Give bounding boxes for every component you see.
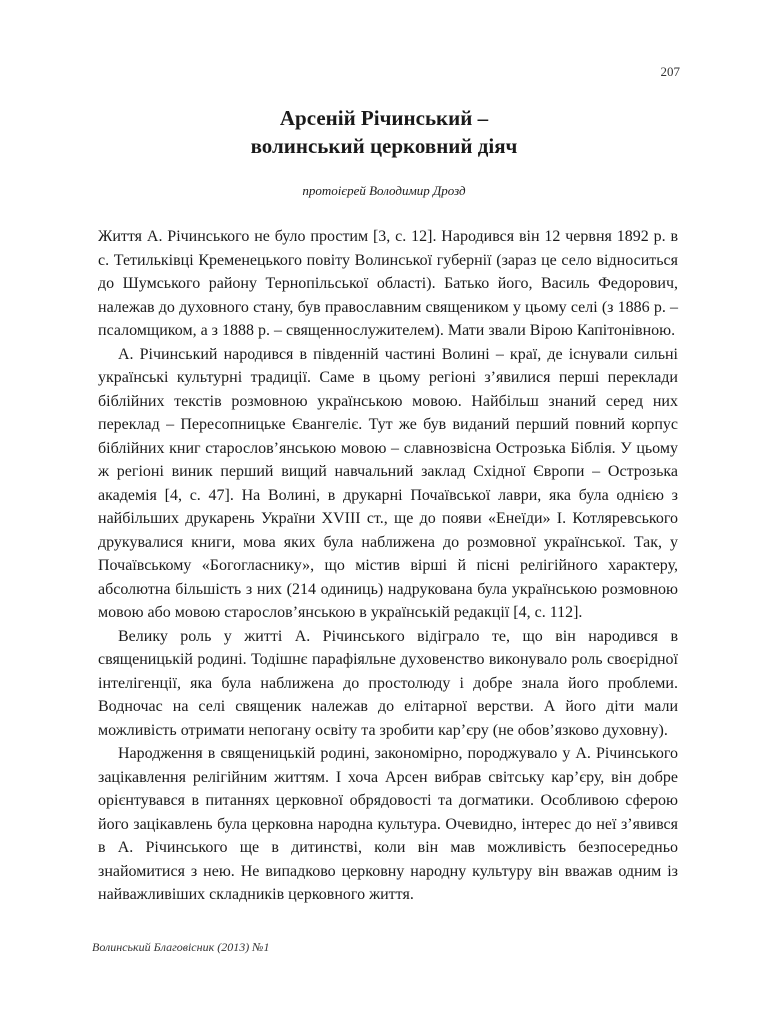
page-number: 207 — [660, 64, 680, 79]
paragraph: Народження в священицькій родині, закономірно, породжувало у А. Річинського зацікавлення релігійним життям. І хоча Арсен вибрав світську кар’єру, він добре орієнтувався в питаннях церковної обрядовості та догматики. Особливою сферою його зацікавлень була церковна народна культура. Очевидно, інтерес до неї з’явився в А. Річинського ще в дитинстві, коли він мав можливість безпосередньо знайомитися з нею. Не випадково церковну народну культуру він вважав одним із найважливіших складників церковного життя. — [98, 745, 678, 903]
paragraph: А. Річинський народився в південній частині Волині – краї, де існували сильні українські культурні традиції. Саме в цьому регіоні з’явилися перші переклади біблійних текстів розмовною українською мовою. Найбільш знаний серед них переклад – Пересопницьке Євангеліє. Тут же був виданий перший повний корпус біблійних книг старослов’янською мовою – славнозвісна Острозька Біблія. У цьому ж регіоні виник перший вищий навчальний заклад Східної Європи – Острозька академія [4, с. 47]. На Волині, в друкарні Почаївської лаври, яка була однією з найбільших друкарень України XVIII ст., ще до появи «Енеїди» І. Котляревського друкувалися книги, мова яких була наближена до розмовної української. Так, у Почаївському «Богогласнику», що містив вірші й пісні релігійного характеру, абсолютна більшість з них (214 одиниць) надрукована була українською розмовною мовою або мовою старослов’янською в українській редакції [4, с. 112]. — [98, 345, 678, 621]
journal-footer: Волинський Благовісник (2013) №1 — [92, 940, 270, 954]
article-title-line-2: волинський церковний діяч — [250, 134, 518, 158]
article-title-line-1: Арсеній Річинський – — [279, 106, 489, 130]
article-title — [0, 104, 768, 160]
article-body — [98, 225, 678, 907]
paragraph: Життя А. Річинського не було простим [3, с. 12]. Народився він 12 червня 1892 р. в с. Тетильківці Кременецького повіту Волинської губернії (зараз це село відноситься до Шумського району Тернопільської області). Батько його, Василь Федорович, належав до духовного стану, був православним священиком у цьому селі (з 1886 р. – псаломщиком, а з 1888 р. – священнослужителем). Мати звали Вірою Капітонівною. — [98, 228, 678, 339]
paragraph: Велику роль у житті А. Річинського відіграло те, що він народився в священицькій родині. Тодішнє парафіяльне духовенство виконувало роль своєрідної інтелігенції, яка була наближена до простолюду і добре знала його проблеми. Водночас на селі священик належав до елітарної верстви. А його діти мали можливість отримати непогану освіту та зробити кар’єру (не обов’язково духовну). — [98, 627, 678, 739]
author-byline: протоієрей Володимир Дрозд — [302, 183, 466, 198]
